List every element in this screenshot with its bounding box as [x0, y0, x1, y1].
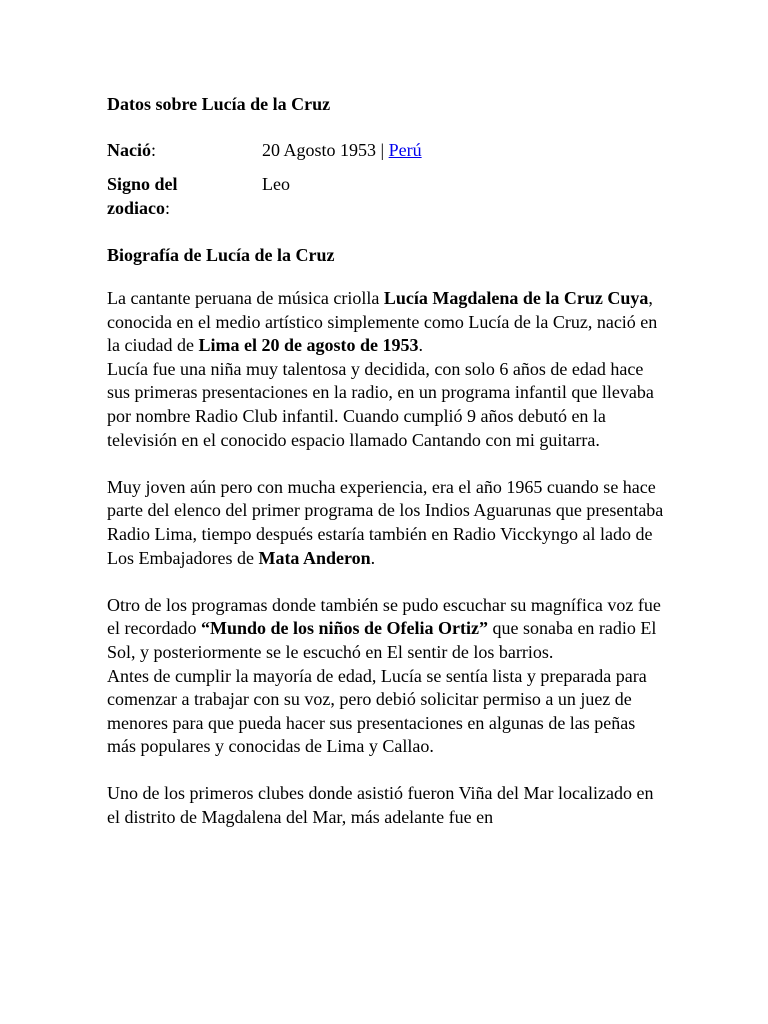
p3-group-name: Mata Anderon [258, 547, 371, 568]
bio-paragraph-6: Uno de los primeros clubes donde asistió fueron Viña del Mar localizado en el distrito de Magdalena del Mar, más adelante fue en [107, 783, 654, 828]
p3-text-a: Muy joven aún pero con mucha experiencia, era el año 1965 cuando se hace parte del elenco del primer programa de los Indios Aguarunas que presentaba Radio Lima, tiempo después estaría también en Radio Vicckyngo al lado de Los Embajadores de [107, 476, 664, 568]
born-label-cell [107, 138, 262, 172]
p3-text-c: . [370, 547, 376, 568]
facts-row-born [107, 138, 422, 172]
p4-text-c: que sonaba en radio El Sol, y posteriormente se le escuchó en El sentir de los barrios. [107, 618, 657, 662]
facts-table [107, 138, 422, 220]
bio-paragraph-3 [107, 476, 667, 570]
zodiac-label-colon: : [165, 198, 171, 218]
born-country-link[interactable]: Perú [388, 140, 422, 160]
p1-full-name: Lucía Magdalena de la Cruz Cuya [383, 288, 649, 308]
zodiac-label-line2: zodiaco [107, 198, 165, 218]
p4-text-a: Otro de los programas donde también se pudo escuchar su magnífica voz fue el recordado [107, 594, 661, 639]
bio-paragraph-2: Lucía fue una niña muy talentosa y decidida, con solo 6 años de edad hace sus primeras presentaciones en la radio, en un programa infantil que llevaba por nombre Radio Club infantil. Cuando cumplió 9 años debutó en la televisión en el conocido espacio llamado Cantando con mi guitarra. [107, 358, 654, 450]
born-value-cell [262, 138, 422, 172]
zodiac-label-cell [107, 172, 262, 220]
p1-text-e: . [418, 335, 423, 356]
bio-paragraph-1 [107, 287, 667, 358]
born-label-colon: : [151, 140, 157, 160]
zodiac-label-line1: Signo del [107, 174, 178, 194]
facts-heading: Datos sobre Lucía de la Cruz [107, 94, 331, 114]
zodiac-value: Leo [262, 174, 290, 194]
born-date: 20 Agosto 1953 [262, 140, 377, 160]
document-page [107, 92, 667, 830]
p1-birth-place-date: Lima el 20 de agosto de 1953 [198, 335, 419, 356]
born-label: Nació [107, 140, 151, 160]
facts-row-zodiac [107, 172, 422, 220]
p1-text-c: , conocida en el medio artístico simplemente como Lucía de la Cruz, nació en la ciudad de [107, 288, 658, 356]
bio-paragraph-4 [107, 594, 667, 665]
p1-text-a: La cantante peruana de música criolla [107, 288, 384, 308]
bio-paragraph-5: Antes de cumplir la mayoría de edad, Lucía se sentía lista y preparada para comenzar a trabajar con su voz, pero debió solicitar permiso a un juez de menores para que pueda hacer sus presentaciones en algunas de las peñas más populares y conocidas de Lima y Callao. [107, 665, 647, 757]
bio-heading: Biografía de Lucía de la Cruz [107, 245, 335, 265]
born-separator: | [380, 140, 385, 160]
p4-program-name: “Mundo de los niños de Ofelia Ortiz” [200, 618, 488, 639]
